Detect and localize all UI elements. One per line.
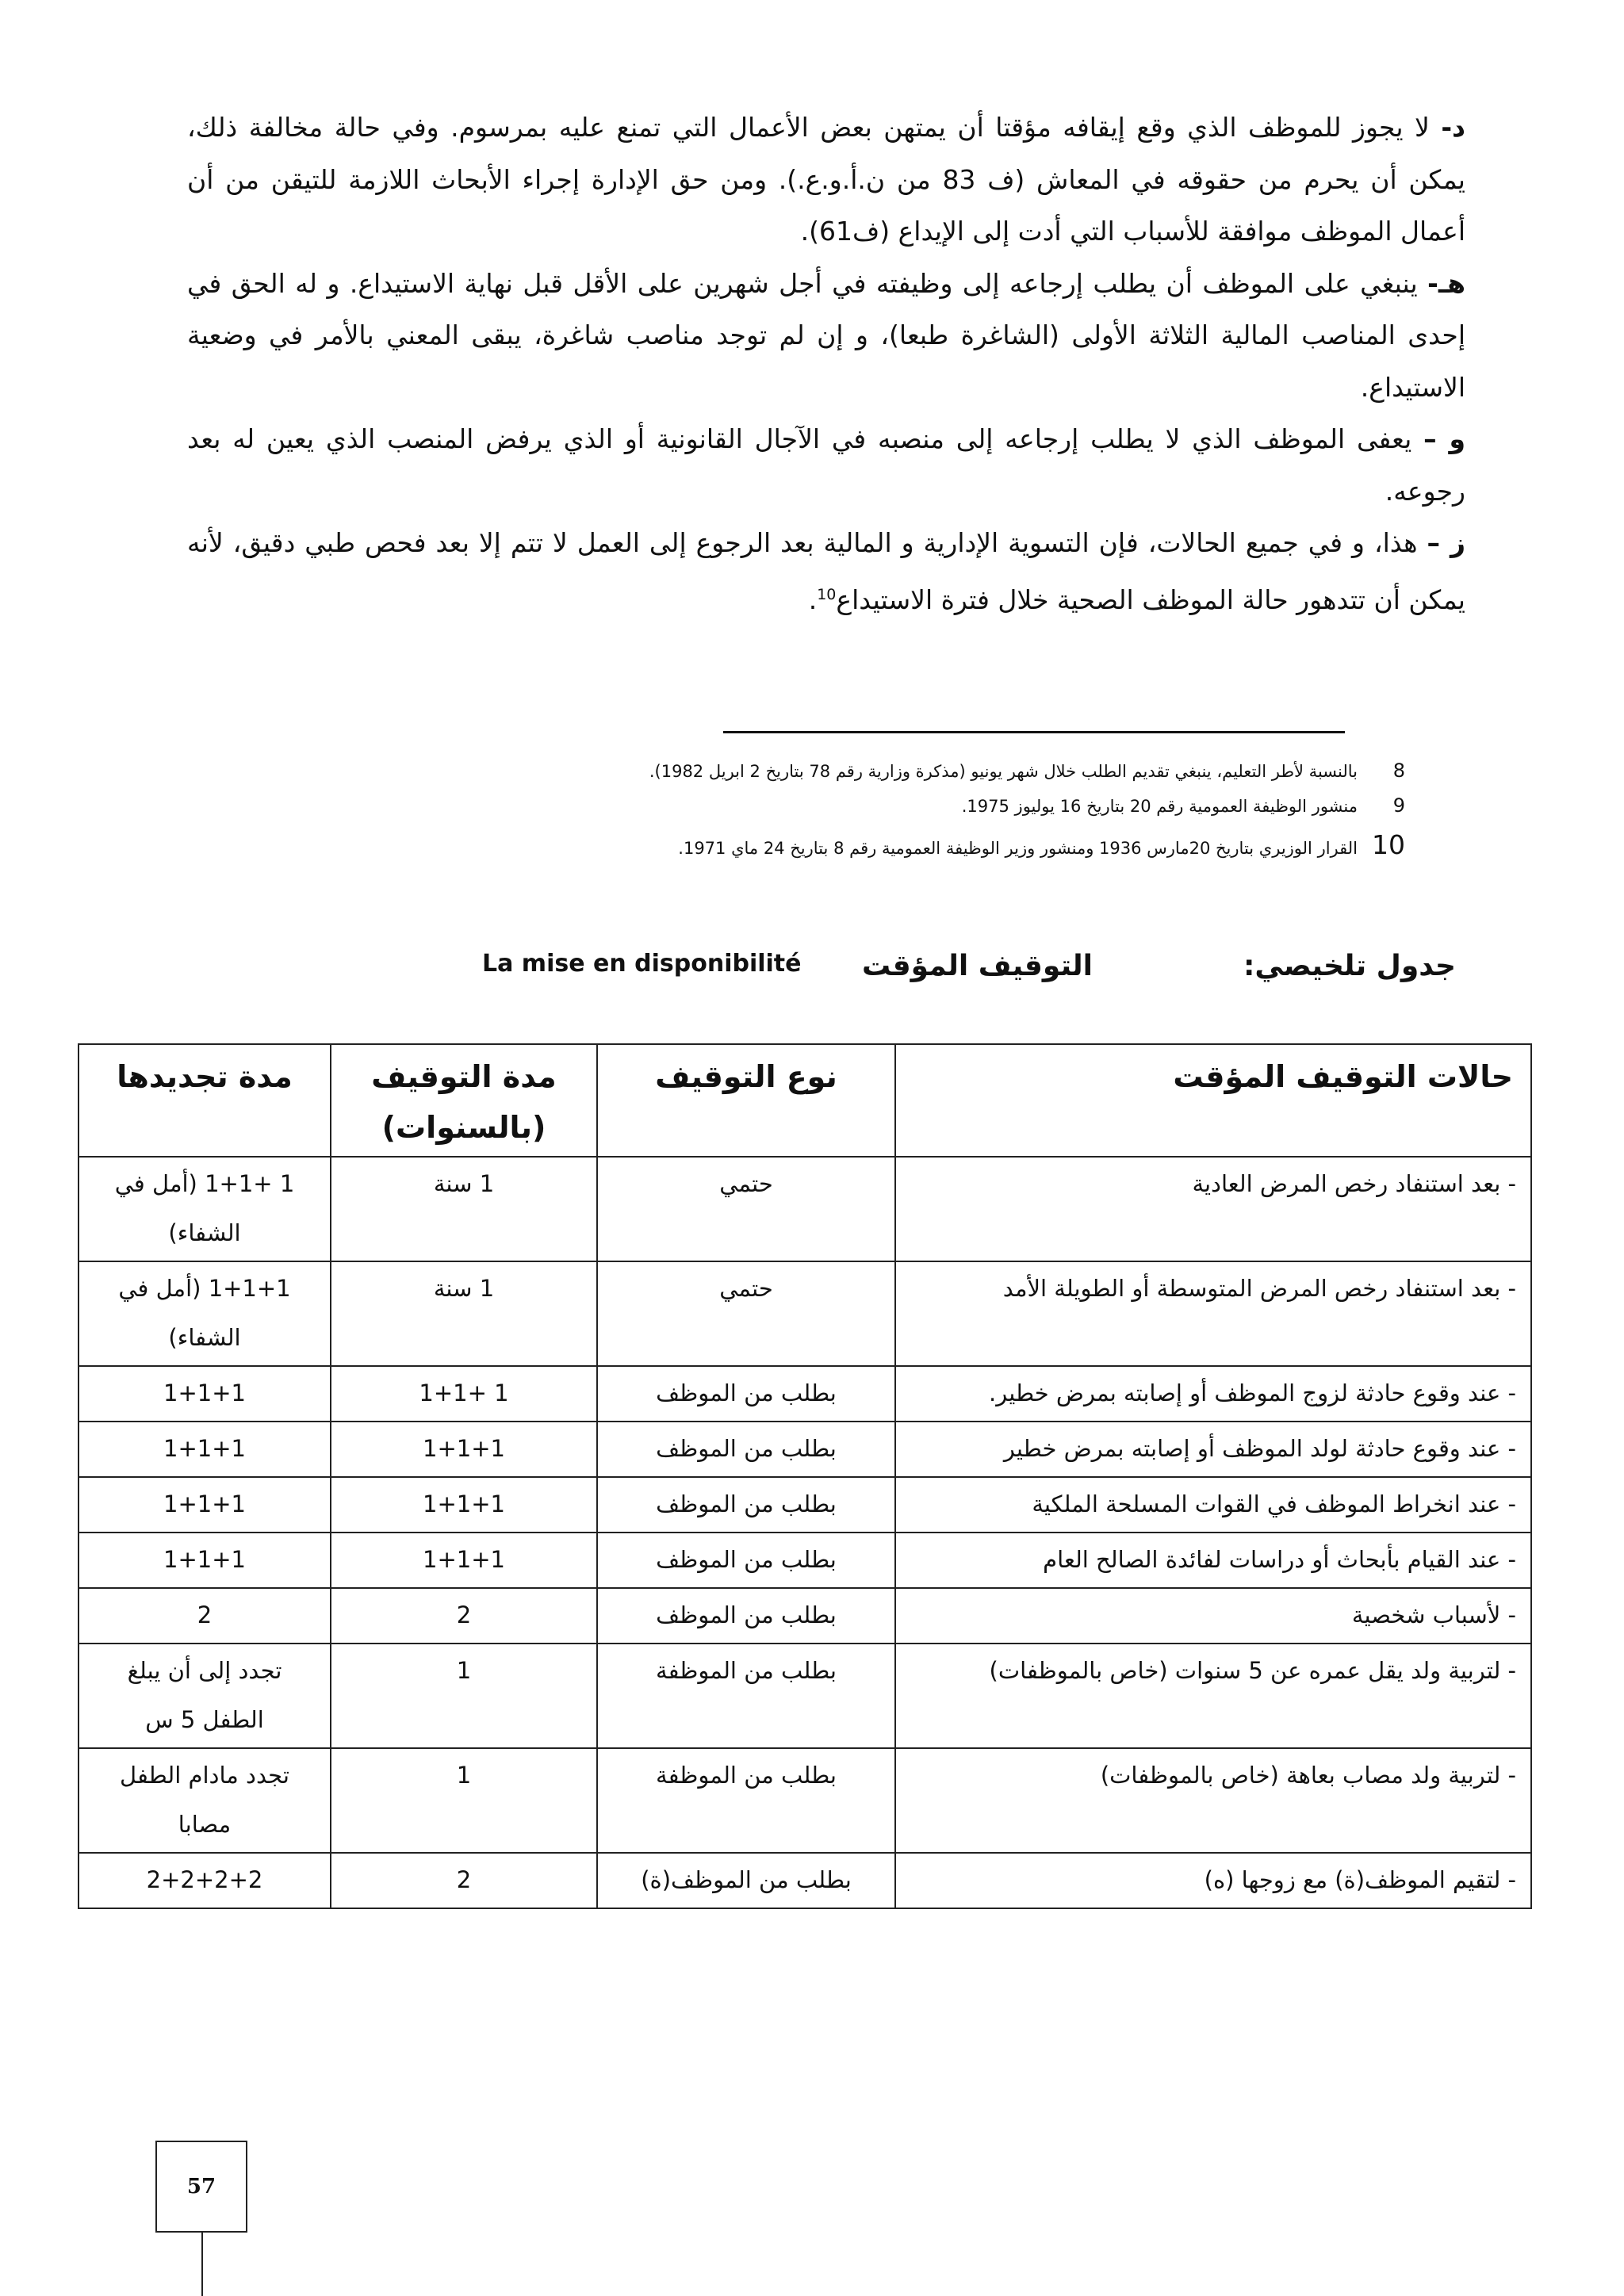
type-cell: بطلب من الموظف xyxy=(597,1477,895,1533)
paragraph-d xyxy=(187,101,1465,258)
case-cell: - عند القيام بأبحاث أو دراسات لفائدة الصالح العام xyxy=(895,1533,1531,1588)
renewal-cell: 2 xyxy=(79,1588,331,1644)
table-row xyxy=(79,1644,1531,1748)
case-cell: - بعد استنفاد رخص المرض المتوسطة أو الطويلة الأمد xyxy=(895,1261,1531,1366)
paragraph-text: لا يجوز للموظف الذي وقع إيقافه مؤقتا أن يمتهن بعض الأعمال التي تمنع عليه بمرسوم. وفي حالة مخالفة ذلك، يمكن أن يحرم من حقوقه في المعاش (ف 83 من ن.أ.و.ع.). ومن حق الإدارة إجراء الأبحاث اللازمة للتيقن من أن أعمال الموظف موافقة للأسباب التي أدت إلى الإيداع (ف61). xyxy=(187,112,1465,247)
summary-table xyxy=(78,1043,1532,1909)
paragraph-label: و – xyxy=(1423,423,1465,454)
footnote-text: القرار الوزيري بتاريخ 20مارس 1936 ومنشور وزير الوظيفة العمومية رقم 8 بتاريخ 24 ماي 1971. xyxy=(678,839,1358,858)
table-row xyxy=(79,1477,1531,1533)
paragraph-label: هـ- xyxy=(1427,267,1465,299)
renewal-cell: 2+2+2+2 xyxy=(79,1853,331,1908)
duration-cell: 1+1+1 xyxy=(331,1533,597,1588)
duration-cell: 1 xyxy=(331,1748,597,1853)
renewal-cell: 1+1+1 (أمل في الشفاء) xyxy=(79,1261,331,1366)
footnote-ref: 10 xyxy=(817,585,837,603)
header-duration: مدة التوقيف (بالسنوات) xyxy=(331,1044,597,1157)
case-cell: - عند وقوع حادثة لزوج الموظف أو إصابته بمرض خطير. xyxy=(895,1366,1531,1422)
case-cell: - لتربية ولد مصاب بعاهة (خاص بالموظفات) xyxy=(895,1748,1531,1853)
header-type: نوع التوقيف xyxy=(597,1044,895,1157)
type-cell: حتمي xyxy=(597,1261,895,1366)
duration-cell: 2 xyxy=(331,1853,597,1908)
page-number: 57 xyxy=(155,2141,247,2233)
table-row xyxy=(79,1748,1531,1853)
case-cell: - عند انخراط الموظف في القوات المسلحة الملكية xyxy=(895,1477,1531,1533)
header-renewal: مدة تجديدها xyxy=(79,1044,331,1157)
type-cell: بطلب من الموظفة xyxy=(597,1644,895,1748)
duration-cell: 1+1+1 xyxy=(331,1422,597,1477)
type-cell: بطلب من الموظف xyxy=(597,1422,895,1477)
summary-title-french: La mise en disponibilité xyxy=(482,950,802,978)
footnotes xyxy=(603,760,1405,873)
footnote xyxy=(603,794,1405,817)
paragraph-text: يعفى الموظف الذي لا يطلب إرجاعه إلى منصبه في الآجال القانونية أو الذي يرفض المنصب الذي يعين له بعد رجوعه. xyxy=(187,423,1465,507)
case-cell: - لتربية ولد يقل عمره عن 5 سنوات (خاص بالموظفات) xyxy=(895,1644,1531,1748)
case-cell: - لأسباب شخصية xyxy=(895,1588,1531,1644)
paragraph-label: ز – xyxy=(1427,527,1465,558)
type-cell: حتمي xyxy=(597,1157,895,1261)
duration-cell: 1 سنة xyxy=(331,1261,597,1366)
table-header-row xyxy=(79,1044,1531,1157)
footnote xyxy=(603,760,1405,782)
case-cell: - عند وقوع حادثة لولد الموظف أو إصابته بمرض خطير xyxy=(895,1422,1531,1477)
page-number-line xyxy=(201,2233,203,2296)
footnote xyxy=(603,829,1405,860)
duration-cell: 1 xyxy=(331,1644,597,1748)
footnote-divider xyxy=(723,731,1345,733)
table-row xyxy=(79,1261,1531,1366)
renewal-cell: 1+1+1 xyxy=(79,1477,331,1533)
footnote-number: 10 xyxy=(1372,829,1405,860)
renewal-cell: 1 +1+1 (أمل في الشفاء) xyxy=(79,1157,331,1261)
footnote-number: 9 xyxy=(1392,794,1405,817)
type-cell: بطلب من الموظف xyxy=(597,1366,895,1422)
type-cell: بطلب من الموظف(ة) xyxy=(597,1853,895,1908)
summary-label: جدول تلخيصي: xyxy=(1243,950,1456,982)
duration-cell: 2 xyxy=(331,1588,597,1644)
paragraph-w xyxy=(187,413,1465,517)
paragraph-label: د- xyxy=(1441,112,1465,143)
table-row xyxy=(79,1157,1531,1261)
table-row xyxy=(79,1422,1531,1477)
duration-cell: 1+1+1 xyxy=(331,1477,597,1533)
table-row xyxy=(79,1588,1531,1644)
summary-title-arabic: التوقيف المؤقت xyxy=(861,950,1093,982)
table-row xyxy=(79,1366,1531,1422)
footnote-number: 8 xyxy=(1392,760,1405,782)
renewal-cell: 1+1+1 xyxy=(79,1366,331,1422)
header-cases: حالات التوقيف المؤقت xyxy=(895,1044,1531,1157)
footnote-text: بالنسبة لأطر التعليم، ينبغي تقديم الطلب خلال شهر يونيو (مذكرة وزارية رقم 78 بتاريخ 2 ابريل 1982). xyxy=(649,762,1358,781)
table-row xyxy=(79,1853,1531,1908)
duration-cell: 1 +1+1 xyxy=(331,1366,597,1422)
footnote-text: منشور الوظيفة العمومية رقم 20 بتاريخ 16 يوليوز 1975. xyxy=(961,797,1358,816)
case-cell: - لتقيم الموظف(ة) مع زوجها (ه) xyxy=(895,1853,1531,1908)
case-cell: - بعد استنفاد رخص المرض العادية xyxy=(895,1157,1531,1261)
type-cell: بطلب من الموظف xyxy=(597,1533,895,1588)
body-text xyxy=(187,101,1465,626)
paragraph-text: هذا، و في جميع الحالات، فإن التسوية الإدارية و المالية بعد الرجوع إلى العمل لا تتم إلا بعد فحص طبي دقيق، لأنه يمكن أن تتدهور حالة الموظف الصحية خلال فترة الاستيداع xyxy=(187,527,1465,615)
paragraph-h xyxy=(187,258,1465,414)
duration-cell: 1 سنة xyxy=(331,1157,597,1261)
type-cell: بطلب من الموظفة xyxy=(597,1748,895,1853)
renewal-cell: تجدد مادام الطفل مصابا xyxy=(79,1748,331,1853)
renewal-cell: 1+1+1 xyxy=(79,1422,331,1477)
type-cell: بطلب من الموظف xyxy=(597,1588,895,1644)
paragraph-z: ز – هذا، و في جميع الحالات، فإن التسوية الإدارية و المالية بعد الرجوع إلى العمل لا تتم إلا بعد فحص طبي دقيق، لأنه يمكن أن تتدهور حالة الموظف الصحية خلال فترة الاستيداع$^{10}$. xyxy=(187,527,1465,615)
renewal-cell: 1+1+1 xyxy=(79,1533,331,1588)
renewal-cell: تجدد إلى أن يبلغ الطفل 5 س xyxy=(79,1644,331,1748)
paragraph-text: ينبغي على الموظف أن يطلب إرجاعه إلى وظيفته في أجل شهرين على الأقل قبل نهاية الاستيداع. و له الحق في إحدى المناصب المالية الثلاثة الأولى (الشاغرة طبعا)، و إن لم توجد مناصب شاغرة، يبقى المعني بالأمر في وضعية الاستيداع. xyxy=(187,267,1465,403)
table-row xyxy=(79,1533,1531,1588)
